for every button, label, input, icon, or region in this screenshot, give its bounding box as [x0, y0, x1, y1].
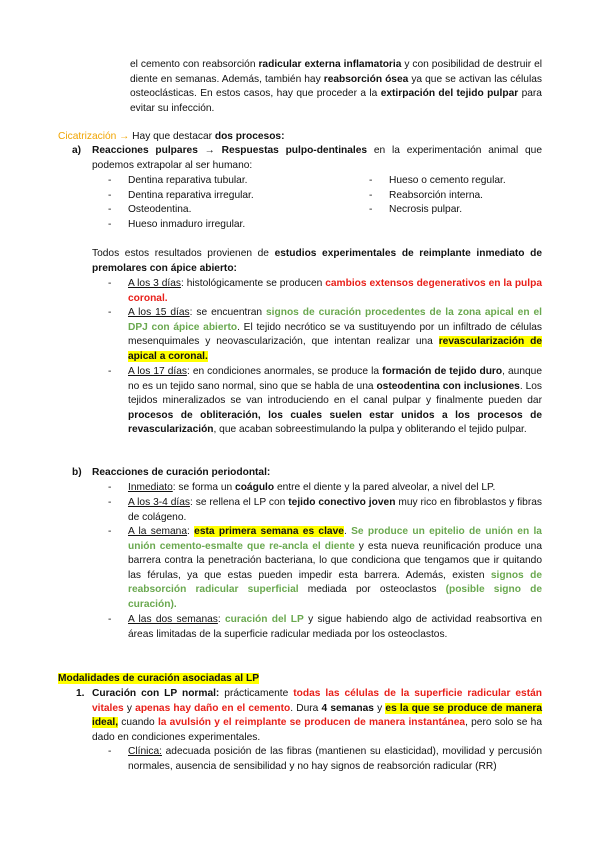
text: para evitar su infección. [130, 88, 542, 114]
modality-1-item: 1. Curación con LP normal: prácticamente todas las células de la superficie radicular están vitales y apenas hay daño en el cemento. Dura 4 semanas y es la que se produce de manera ideal, cuando la avulsión y el reimplante se producen de manera instantánea, pero solo se ha dado en condiciones experimentales. [76, 688, 543, 743]
modalidades-heading [58, 672, 542, 687]
list-item: - Hueso o cemento regular. [369, 175, 506, 186]
list-marker: a) [72, 145, 82, 156]
list-item: - Dentina reparativa tubular. [108, 175, 248, 186]
immediate-item: - Inmediato: se forma un coágulo entre el diente y la pared alveolar, a nivel del LP. [108, 482, 496, 493]
day-3-item: - A los 3 días: histológicamente se producen cambios extensos degenerativos en la pulpa coronal. [108, 278, 542, 304]
text: y con posibilidad de destruir el diente en semanas. Además, también hay [130, 59, 543, 85]
week-item: - A la semana: esta primera semana es clave. Se produce un epitelio de unión en la unión cemento-esmalte que re-ancla el diente y esta nueva reunificación produce una barrera contra la penetración bacteriana, lo que condiciona que tengamos que ir quitando las férulas, ya que estas pueden impedir esta barrera. Además, existen signos de reabsorción radicular superficial mediada por osteoclastos (posible signo de curación). [108, 526, 542, 610]
two-weeks-item: - A las dos semanas: curación del LP y sigue habiendo algo de actividad reabsortiva en áreas limitadas de la superficie radicular mediada por los osteoclastos. [108, 614, 543, 640]
text: Hay que destacar [129, 131, 215, 142]
pulp-reactions-left-list [108, 174, 328, 232]
days-3-4-item: - A los 3-4 días: se rellena el LP con tejido conectivo joven muy rico en fibroblastos y fibras de colágeno. [108, 497, 542, 523]
results-paragraph: Todos estos resultados provienen de estudios experimentales de reimplante inmediato de premolares con ápice abierto: [92, 248, 542, 274]
section-label: Cicatrización → [58, 131, 130, 142]
day-17-item: - A los 17 días: en condiciones anormales, se produce la formación de tejido duro, aunque no es un tejido sano normal, sino que se habla de una osteodentina con inclusiones. Los tejidos mineralizados se van introduciendo en el canal pulpar y finalmente pueden dar procesos de obliteración, los cuales suelen estar unidos a los procesos de revascularización, que acaban sobreestimulando la pulpa y obliterando el tejido pulpar. [108, 366, 542, 436]
section-a-heading [72, 144, 543, 173]
list-item: - Reabsorción interna. [369, 189, 484, 201]
list-item: - Hueso inmaduro irregular. [108, 218, 246, 230]
day-15-item: - A los 15 días: se encuentran signos de curación procedentes de la zona apical en el DPJ con ápice abierto. El tejido necrótico se va sustituyendo por un infiltrado de células mesenquimales y neovascularización, que intentan realizar una revascularización de apical a coronal. [108, 307, 542, 362]
pulp-reactions-right-list [369, 174, 549, 218]
list-item: - Necrosis pulpar. [369, 204, 463, 216]
list-marker: b) [72, 467, 82, 478]
list-item: - Osteodentina. [108, 204, 192, 216]
clinica-item: - Clínica: adecuada posición de las fibras (mantienen su elasticidad), movilidad y percusión normales, ausencia de sensibilidad y no hay signos de reabsorción radicular (RR) [108, 746, 542, 772]
section-title: Modalidades de curación asociadas al LP [58, 673, 259, 684]
cicatrizacion-line [58, 130, 542, 145]
bold-text: extirpación del tejido pulpar [380, 88, 519, 100]
text: en la experimentación animal que podemos extrapolar al ser humano: [92, 145, 543, 171]
section-b-heading [72, 466, 542, 481]
bold-text: dos procesos: [214, 131, 285, 142]
bold-text: radicular externa inflamatoria [258, 59, 402, 70]
list-marker: 1. [76, 688, 85, 699]
text: el cemento con reabsorción [130, 59, 259, 70]
list-item: - Dentina reparativa irregular. [108, 189, 254, 201]
section-title: Reacciones pulpares → Respuestas pulpo-dentinales [92, 145, 368, 156]
section-title: Reacciones de curación periodontal: [92, 467, 271, 478]
text: ya que se activan las células osteoclásticas. En estos casos, hay que proceder a la [130, 73, 542, 100]
bold-text: reabsorción ósea [323, 73, 409, 85]
intro-paragraph [130, 58, 542, 116]
